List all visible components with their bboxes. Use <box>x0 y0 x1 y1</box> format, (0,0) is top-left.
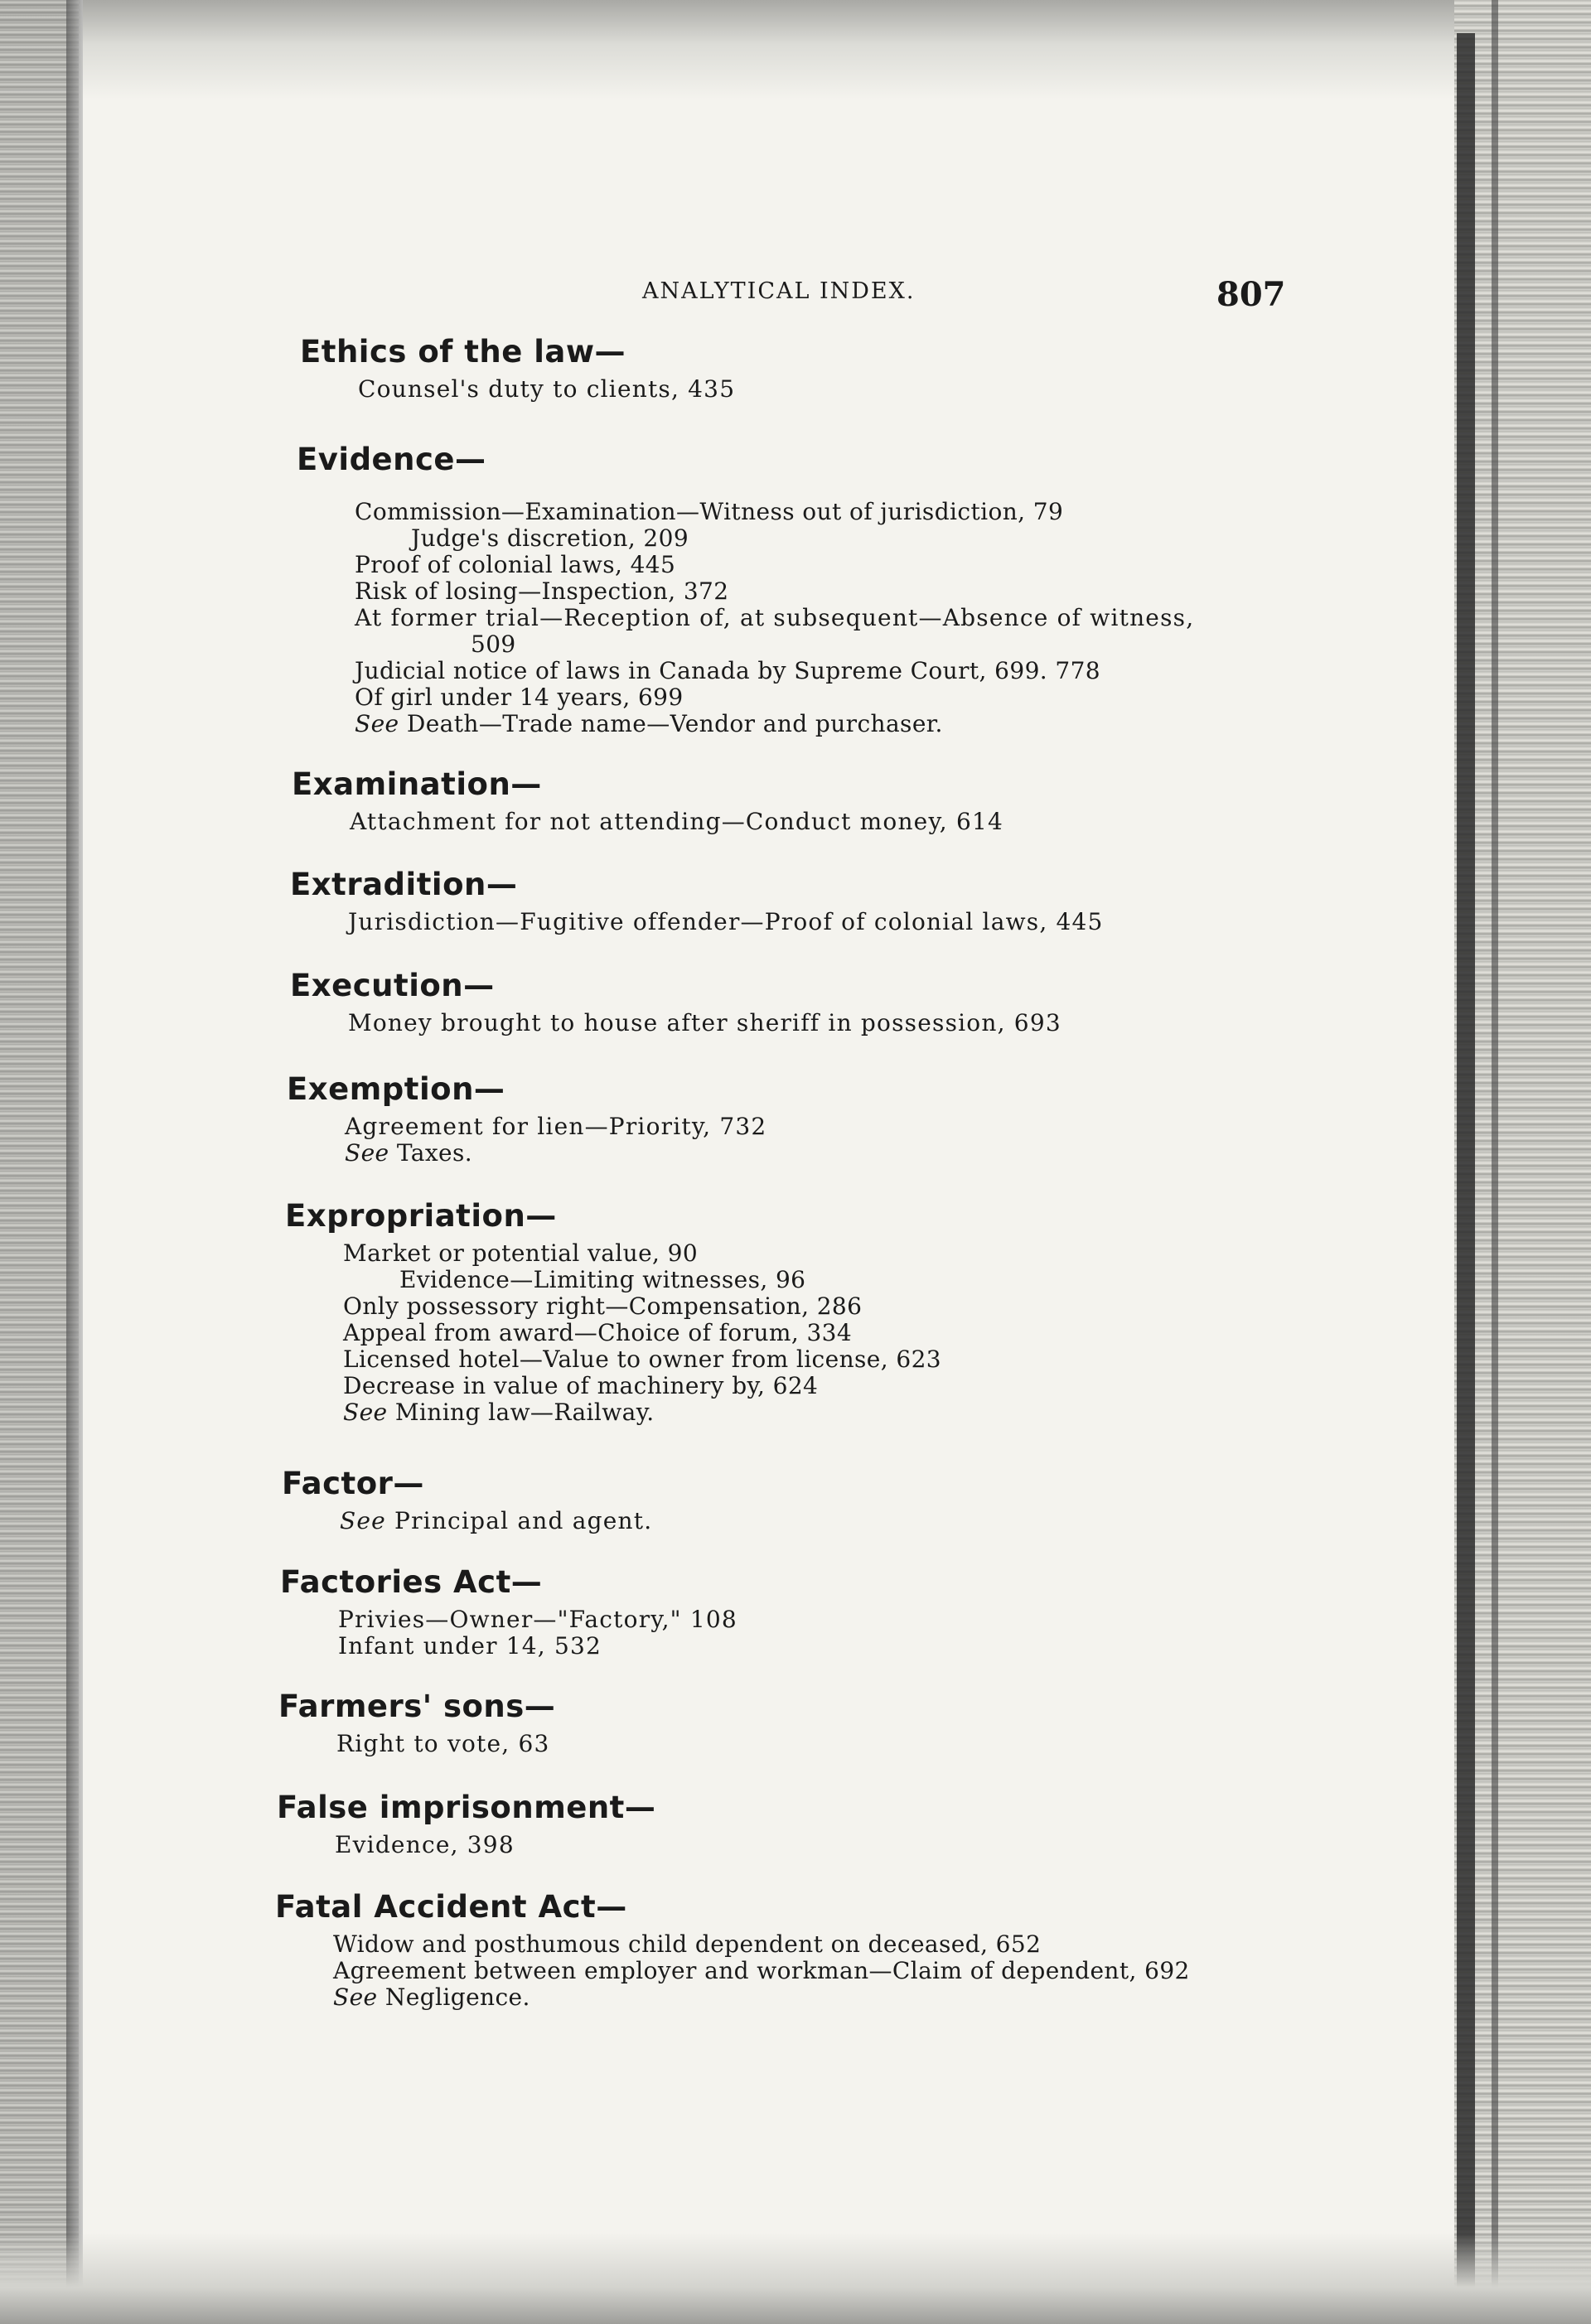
entry-line: Judge's discretion, 209 <box>411 524 689 552</box>
entry-line: Evidence, 398 <box>335 1831 515 1858</box>
entry-line: Money brought to house after sheriff in possession, 693 <box>348 1009 1061 1036</box>
entry-line: Appeal from award—Choice of forum, 334 <box>343 1319 853 1346</box>
index-entry-factories-act <box>280 1562 737 1660</box>
index-entry-factor <box>282 1463 652 1534</box>
entry-heading: Ethics of the law— <box>300 334 626 370</box>
entry-line: Judicial notice of laws in Canada by Supreme Court, 699. 778 <box>355 657 1101 684</box>
see-label: See <box>333 1983 378 2011</box>
see-text: Death—Trade name—Vendor and purchaser. <box>406 710 943 737</box>
page-binding-line <box>1492 0 1498 2324</box>
see-label: See <box>355 710 399 737</box>
entry-line: Market or potential value, 90 <box>343 1239 699 1267</box>
page-number: 807 <box>1216 275 1286 314</box>
entry-line <box>355 711 1194 737</box>
index-entry-evidence <box>297 439 1194 737</box>
entry-heading: Expropriation— <box>285 1198 557 1234</box>
running-head: ANALYTICAL INDEX. <box>642 278 916 304</box>
entry-heading: Evidence— <box>297 442 486 477</box>
entry-line: Evidence—Limiting witnesses, 96 <box>399 1266 806 1293</box>
see-label: See <box>340 1507 386 1534</box>
entry-heading: Factories Act— <box>280 1564 543 1600</box>
entry-line: 509 <box>471 631 516 658</box>
index-entry-false-imprisonment <box>277 1787 655 1858</box>
entry-line: Jurisdiction—Fugitive offender—Proof of colonial laws, 445 <box>348 908 1104 935</box>
entry-heading: Fatal Accident Act— <box>275 1889 627 1925</box>
entry-heading: False imprisonment— <box>277 1790 656 1825</box>
see-text: Negligence. <box>384 1983 530 2011</box>
entry-line: Widow and posthumous child dependent on deceased, 652 <box>333 1930 1042 1958</box>
entry-line: Licensed hotel—Value to owner from license, 623 <box>343 1346 942 1373</box>
see-label: See <box>343 1399 388 1426</box>
entry-heading: Farmers' sons— <box>278 1689 556 1724</box>
page-gutter-left <box>66 0 83 2324</box>
see-label: See <box>345 1139 389 1167</box>
page-shadow-top <box>0 0 1591 99</box>
entry-line: Agreement for lien—Priority, 732 <box>345 1113 767 1140</box>
entry-heading: Execution— <box>290 968 495 1003</box>
see-text: Principal and agent. <box>394 1507 653 1534</box>
entry-line: Decrease in value of machinery by, 624 <box>343 1372 819 1399</box>
see-text: Taxes. <box>396 1139 473 1167</box>
entry-line: Attachment for not attending—Conduct money, 614 <box>350 808 1003 835</box>
entry-line: Privies—Owner—"Factory," 108 <box>338 1606 737 1633</box>
entry-line: Commission—Examination—Witness out of jurisdiction, 79 <box>355 498 1064 525</box>
entry-line: Agreement between employer and workman—Claim of dependent, 692 <box>333 1957 1190 1984</box>
page-shadow-bottom <box>0 2233 1591 2324</box>
index-entry-fatal-accident-act <box>275 1887 1190 2011</box>
entry-line: Proof of colonial laws, 445 <box>355 551 676 578</box>
index-entry-exemption <box>287 1069 766 1167</box>
entry-line: Only possessory right—Compensation, 286 <box>343 1292 863 1320</box>
page-gutter-right <box>1457 33 1475 2320</box>
entry-line <box>333 1984 1190 2011</box>
see-text: Mining law—Railway. <box>394 1399 655 1426</box>
entry-heading: Examination— <box>292 766 542 802</box>
entry-line: Counsel's duty to clients, 435 <box>358 375 736 403</box>
index-entry-examination <box>292 764 1003 835</box>
entry-line: At former trial—Reception of, at subsequent—Absence of witness, <box>355 604 1195 631</box>
entry-line: Infant under 14, 532 <box>338 1632 602 1660</box>
index-entry-farmers-sons <box>278 1686 555 1757</box>
entry-line: Risk of losing—Inspection, 372 <box>355 577 729 605</box>
entry-line: Of girl under 14 years, 699 <box>355 684 684 711</box>
entry-heading: Exemption— <box>287 1071 505 1107</box>
entry-line <box>345 1140 766 1167</box>
index-entry-ethics <box>300 331 735 403</box>
entry-line <box>340 1508 652 1534</box>
entry-line: Right to vote, 63 <box>336 1730 550 1757</box>
index-entry-extradition <box>290 864 1104 935</box>
entry-heading: Factor— <box>282 1466 424 1501</box>
index-entry-expropriation <box>285 1196 941 1426</box>
index-entry-execution <box>290 965 1061 1036</box>
entry-line <box>343 1399 941 1426</box>
entry-heading: Extradition— <box>290 867 518 902</box>
